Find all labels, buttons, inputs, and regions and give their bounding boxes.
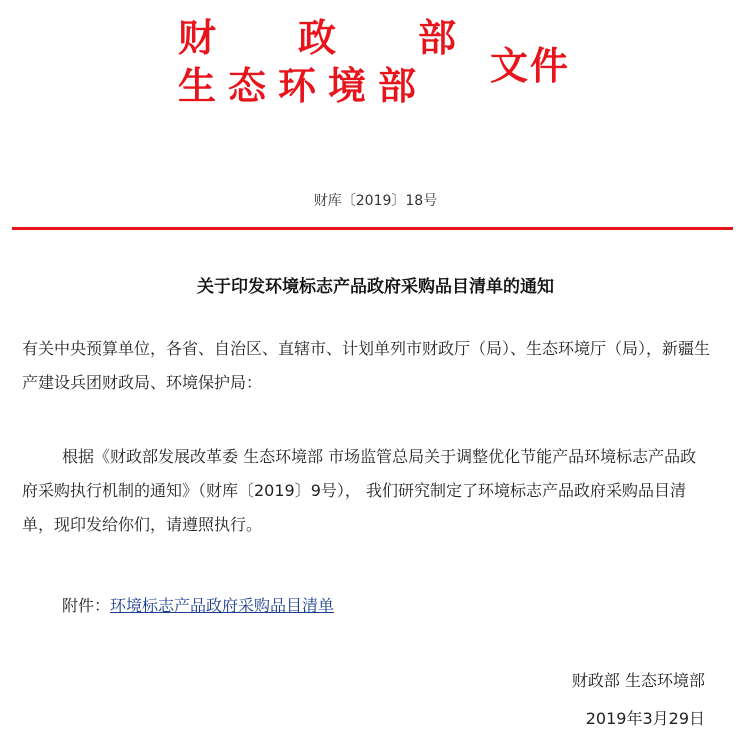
issuer-char: 部 (418, 15, 458, 60)
issuer-char: 生 (178, 63, 218, 108)
attachment-label: 附件： (62, 596, 111, 615)
issuer-char: 财 (178, 15, 218, 60)
issuer-char: 态 (228, 63, 268, 108)
attachment-link[interactable]: 环境标志产品政府采购品目清单 (110, 596, 335, 615)
addressee-paragraph: 有关中央预算单位，各省、自治区、直辖市、计划单列市财政厅（局）、生态环境厅（局），新疆生产建设兵团财政局、环境保护局： (22, 339, 711, 392)
issuer-char: 环 (278, 63, 318, 108)
document-number: 财库〔2019〕18号 (313, 193, 438, 209)
issuer-line-ministry-of-finance (178, 16, 458, 60)
red-header-divider (12, 227, 733, 230)
issuer-line-ministry-of-ecology (178, 64, 428, 108)
issuer-char: 境 (328, 63, 368, 108)
issuer-char: 部 (378, 63, 418, 108)
notice-title: 关于印发环境标志产品政府采购品目清单的通知 (197, 277, 554, 297)
issuer-char: 政 (298, 15, 338, 60)
attachment-line (62, 593, 334, 616)
signatories: 财政部 生态环境部 (571, 671, 705, 690)
issue-date: 2019年3月29日 (585, 709, 705, 728)
body-paragraph: 根据《财政部发展改革委 生态环境部 市场监管总局关于调整优化节能产品环境标志产品政府采购执行机制的通知》（财库〔2019〕9号）， 我们研究制定了环境标志产品政府采购品目清单，现印发给你们，请遵照执行。 (22, 447, 697, 534)
document-type-label: 文件 (490, 43, 571, 88)
